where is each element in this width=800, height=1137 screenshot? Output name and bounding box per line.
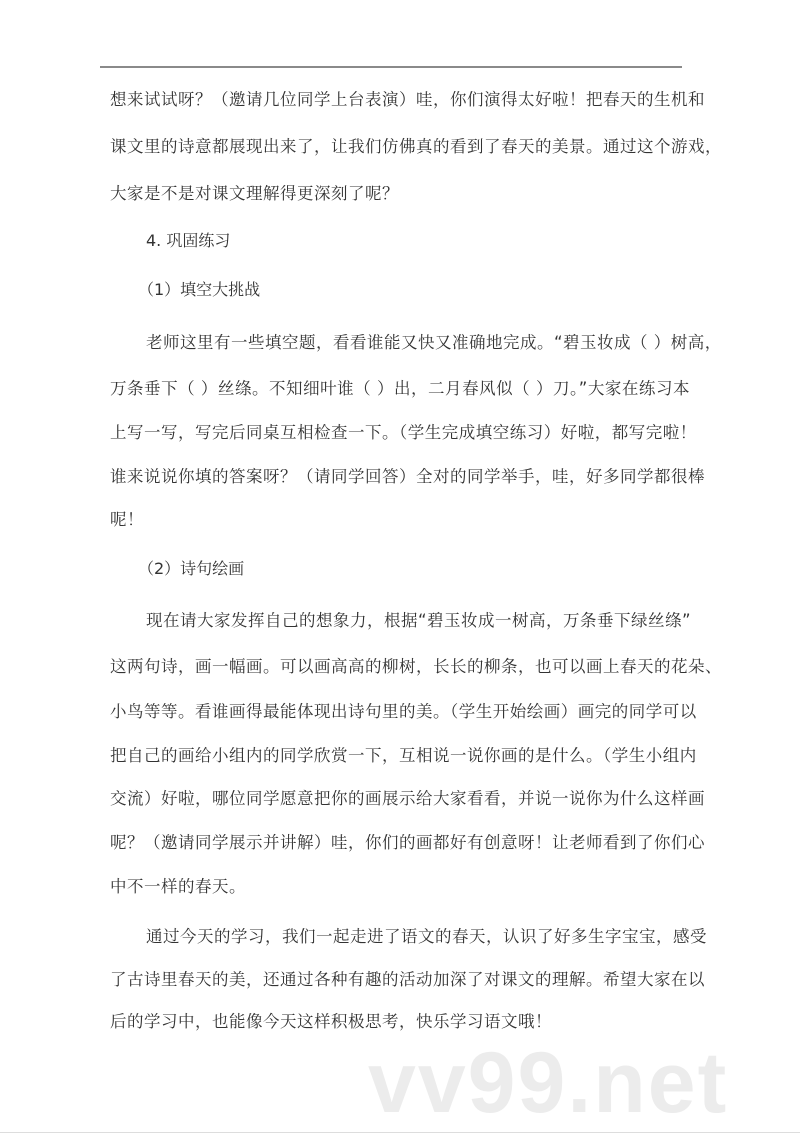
text-line: 谁来说说你填的答案呀？（请同学回答）全对的同学举手，哇，好多同学都很棒	[110, 467, 705, 486]
page-bottom-edge	[0, 1132, 800, 1133]
text-line: 后的学习中，也能像今天这样积极思考，快乐学习语文哦！	[110, 1012, 552, 1031]
text-line: 上写一写，写完后同桌互相检查一下。（学生完成填空练习）好啦，都写完啦！	[110, 423, 697, 442]
text-line: 万条垂下（ ）丝绦。不知细叶谁（ ）出，二月春风似（ ）刀。”大家在练习本	[110, 379, 690, 398]
section-heading: 4. 巩固练习	[146, 231, 231, 250]
subsection-heading: （1）填空大挑战	[138, 280, 261, 299]
text-line: 现在请大家发挥自己的想象力，根据“碧玉妆成一树高，万条垂下绿丝绦”	[146, 611, 692, 630]
watermark: vv99.net	[368, 1035, 729, 1131]
header-rule	[100, 66, 682, 68]
text-line: 中不一样的春天。	[110, 877, 246, 896]
text-line: 交流）好啦，哪位同学愿意把你的画展示给大家看看，并说一说你为什么这样画	[110, 789, 705, 808]
text-line: 课文里的诗意都展现出来了，让我们仿佛真的看到了春天的美景。通过这个游戏，	[110, 137, 722, 156]
text-line: 呢！	[110, 510, 144, 529]
text-line: 通过今天的学习，我们一起走进了语文的春天，认识了好多生字宝宝，感受	[146, 927, 707, 946]
text-line: 了古诗里春天的美，还通过各种有趣的活动加深了对课文的理解。希望大家在以	[110, 970, 705, 989]
text-line: 把自己的画给小组内的同学欣赏一下，互相说一说你画的是什么。（学生小组内	[110, 746, 697, 765]
text-line: 这两句诗，画一幅画。可以画高高的柳树，长长的柳条，也可以画上春天的花朵、	[110, 657, 722, 676]
subsection-heading: （2）诗句绘画	[138, 559, 245, 578]
text-line: 大家是不是对课文理解得更深刻了呢？	[110, 184, 399, 203]
text-line: 呢？（邀请同学展示并讲解）哇，你们的画都好有创意呀！让老师看到了你们心	[110, 833, 705, 852]
text-line: 想来试试呀？（邀请几位同学上台表演）哇，你们演得太好啦！把春天的生机和	[110, 90, 705, 109]
text-line: 小鸟等等。看谁画得最能体现出诗句里的美。（学生开始绘画）画完的同学可以	[110, 702, 697, 721]
text-line: 老师这里有一些填空题，看看谁能又快又准确地完成。“碧玉妆成（ ）树高，	[146, 333, 722, 352]
